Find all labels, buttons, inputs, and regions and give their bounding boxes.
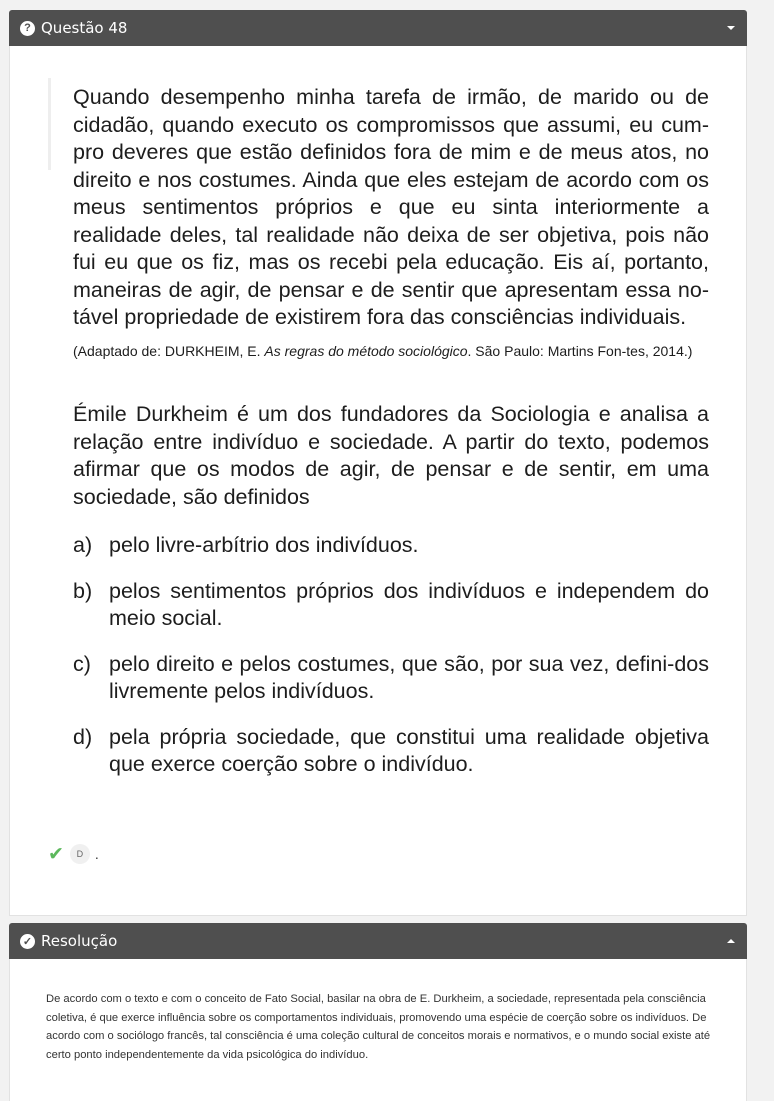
source-title: As regras do método sociológico [264, 343, 468, 359]
blockquote-bar [48, 78, 51, 170]
question-circle-icon: ? [20, 21, 35, 36]
answer-badge: D [70, 844, 90, 864]
question-stem: Émile Durkheim é um dos fundadores da Sociologia e analisa a relação entre indivíduo e sociedade. A partir do texto, podemos afirmar que os modos de agir, de pensar e de sentir, em uma sociedade, são definidos [73, 402, 709, 509]
option-d[interactable] [73, 724, 709, 779]
option-letter: b) [73, 578, 93, 603]
question-panel-header[interactable] [9, 10, 747, 46]
option-b[interactable] [73, 578, 709, 633]
resolution-panel-header[interactable] [9, 923, 747, 959]
option-text: pelo livre-arbítrio dos indivíduos. [109, 533, 419, 557]
resolution-text: De acordo com o texto e com o conceito de Fato Social, basilar na obra de E. Durkheim, a sociedade, representada pela consciência coletiva, é que exerce influência sobre os comportamentos individuais, promovendo uma espécie de coerção sobre os indivíduos. De acordo com o sociólogo francês, tal consciência é uma coleção cultural de conceitos morais e normativos, e o mundo social existe até certo ponto independentemente da vida psicológica do indivíduo. [46, 993, 711, 1061]
caret-down-icon[interactable] [727, 26, 735, 30]
option-letter: d) [73, 724, 93, 749]
caret-up-icon[interactable] [727, 939, 735, 943]
question-title: Questão 48 [41, 19, 128, 37]
source-suffix: . São Paulo: Martins Fon-tes, 2014.) [467, 343, 693, 359]
source-prefix: (Adaptado de: DURKHEIM, E. [73, 343, 265, 359]
resolution-panel-body [9, 959, 747, 1101]
answer-options [73, 532, 709, 797]
check-icon: ✔ [48, 843, 64, 865]
correct-answer [48, 843, 99, 865]
option-letter: c) [73, 651, 91, 676]
option-a[interactable] [73, 532, 709, 560]
resolution-title: Resolução [41, 932, 118, 950]
option-c[interactable] [73, 651, 709, 706]
passage-source [73, 343, 709, 359]
question-passage: Quando desempenho minha tarefa de irmão, de marido ou de cidadão, quando executo os compromissos que assumi, eu cum-pro deveres que estão definidos fora de mim e de meus atos, no direito e nos costumes. Ainda que eles estejam de acordo com os meus sentimentos próprios e que eu sinta interiormente a realidade deles, tal realidade não deixa de ser objetiva, pois não fui eu que os fiz, mas os recebi pela educação. Eis aí, portanto, maneiras de agir, de pensar e de sentir que apresentam essa no-tável propriedade de existirem fora das consciências individuais. [73, 85, 709, 329]
option-text: pelos sentimentos próprios dos indivíduos e independem do meio social. [109, 578, 709, 630]
option-letter: a) [73, 533, 93, 557]
question-panel-body [9, 46, 747, 916]
check-circle-icon: ✓ [20, 934, 35, 949]
option-text: pelo direito e pelos costumes, que são, por sua vez, defini-dos livremente pelos indivíduos. [109, 651, 709, 703]
answer-suffix: . [94, 846, 99, 862]
option-text: pela própria sociedade, que constitui uma realidade objetiva que exerce coerção sobre o indivíduo. [109, 724, 709, 776]
